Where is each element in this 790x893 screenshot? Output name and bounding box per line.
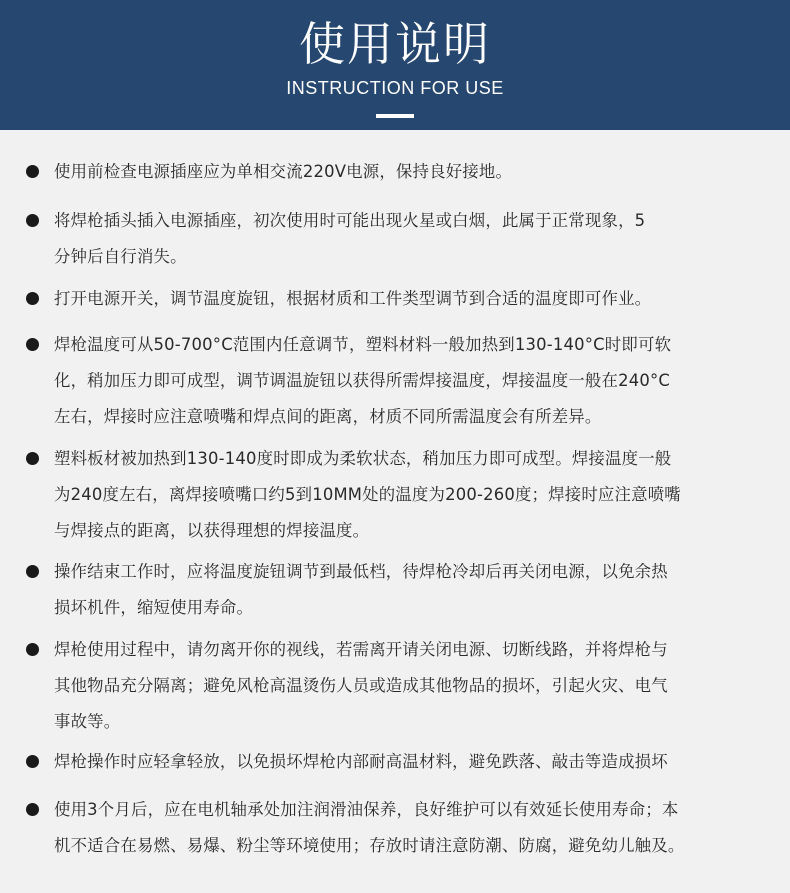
instruction-text: 焊枪操作时应轻拿轻放，以免损坏焊枪内部耐高温材料，避免跌落、敲击等造成损坏: [54, 752, 668, 771]
bullet-icon: [26, 803, 39, 816]
title-underline: [376, 114, 414, 118]
bullet-icon: [26, 338, 39, 351]
bullet-icon: [26, 214, 39, 227]
bullet-icon: [26, 755, 39, 768]
bullet-icon: [26, 565, 39, 578]
bullet-icon: [26, 643, 39, 656]
instruction-text: 焊枪使用过程中，请勿离开你的视线，若需离开请关闭电源、切断线路，并将焊枪与 其他物品充分隔离；避免风枪高温烫伤人员或造成其他物品的损坏，引起火灾、电气 事故等。: [54, 640, 668, 731]
instruction-text: 塑料板材被加热到130-140度时即成为柔软状态，稍加压力即可成型。焊接温度一般 为240度左右，离焊接喷嘴口约5到10MM处的温度为200-260度；焊接时应注意喷嘴 与焊接点的距离，以获得理想的焊接温度。: [54, 449, 681, 540]
instruction-text: 焊枪温度可从50-700°C范围内任意调节，塑料材料一般加热到130-140°C时即可软 化，稍加压力即可成型，调节调温旋钮以获得所需焊接温度，焊接温度一般在240°C 左右，焊接时应注意喷嘴和焊点间的距离，材质不同所需温度会有所差异。: [54, 335, 672, 426]
instruction-text: 使用3个月后，应在电机轴承处加注润滑油保养，良好维护可以有效延长使用寿命；本 机不适合在易燃、易爆、粉尘等环境使用；存放时请注意防潮、防腐，避免幼儿触及。: [54, 800, 685, 855]
bullet-icon: [26, 165, 39, 178]
page-subtitle: INSTRUCTION FOR USE: [286, 78, 504, 98]
instruction-text: 使用前检查电源插座应为单相交流220V电源，保持良好接地。: [54, 162, 513, 181]
bullet-icon: [26, 452, 39, 465]
instruction-text: 操作结束工作时，应将温度旋钮调节到最低档，待焊枪冷却后再关闭电源，以免余热 损坏机件，缩短使用寿命。: [54, 562, 668, 617]
page-title: 使用说明: [299, 17, 491, 71]
bullet-icon: [26, 292, 39, 305]
header-banner: [0, 0, 790, 130]
instruction-text: 将焊枪插头插入电源插座，初次使用时可能出现火星或白烟，此属于正常现象，5 分钟后自行消失。: [54, 211, 646, 266]
instruction-text: 打开电源开关，调节温度旋钮，根据材质和工件类型调节到合适的温度即可作业。: [54, 289, 652, 308]
